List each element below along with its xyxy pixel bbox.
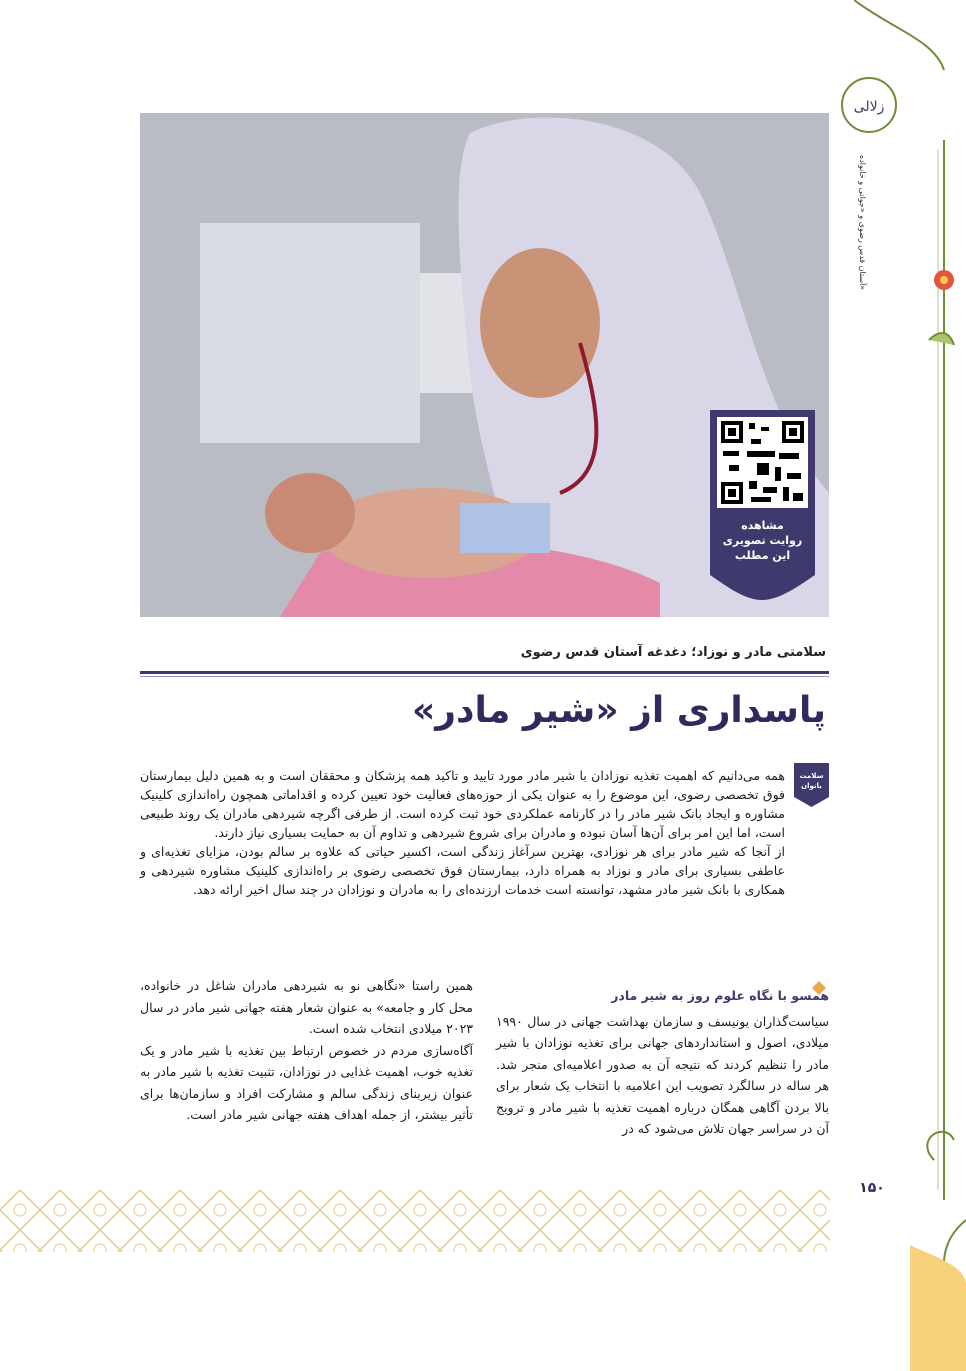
side-label: آستان قدس رضوی و «جوانی و خانواده» (858, 155, 867, 291)
section-heading: همسو با نگاه علوم روز به شیر مادر (611, 988, 829, 1003)
qr-pattern (717, 417, 808, 508)
body-paragraph: سیاست‌گذاران یونیسف و سازمان بهداشت جهانی در سال ۱۹۹۰ میلادی، اصول و استانداردهای جهانی برای تغذیه نوزادان با شیر مادر را تنظیم کردند که نتیجه آن به صدور اعلامیه‌ای منجر شد. هر ساله در سالگرد تصویب این اعلامیه با انتخاب یک شعار برای بالا بردن آگاهی همگان درباره اهمیت تغذیه با شیر مادر و ترویج آن در سراسر جهان تلاش می‌شود که در (496, 1013, 829, 1136)
category-tag (794, 763, 829, 807)
divider (140, 671, 829, 674)
svg-text:زلالی: زلالی (853, 99, 885, 115)
body-column-left (140, 975, 473, 1126)
qr-caption-line: روایت تصویری (722, 534, 803, 547)
page-number: ۱۵۰ (859, 1180, 885, 1196)
qr-code[interactable] (714, 414, 811, 511)
article-kicker: سلامتی مادر و نوزاد؛ دغدغه آستان قدس رضوی (520, 645, 826, 660)
article-lead (140, 766, 785, 899)
lead-paragraph: از آنجا که شیر مادر برای هر نوزادی، بهترین سرآغاز زندگی است، اکسیر حیاتی که علاوه بر سالم بودن، مزایای تغذیه‌ای و عاطفی بسیاری برای مادر و نوزاد به همراه دارد، بیمارستان فوق تخصصی رضوی بر راه‌اندازی کلینیک مشاوره شیردهی و همکاری با بانک شیر مادر مشهد، توانسته است خدمات ارزنده‌ای را به مادران و نوزادان در چند سال اخیر ارائه دهد. (140, 844, 785, 897)
lead-paragraph: همه می‌دانیم که اهمیت تغذیه نوزادان با شیر مادر مورد تایید و تاکید همه پزشکان و محققان است و به همین دلیل بیمارستان فوق تخصصی رضوی، این موضوع را به عنوان یکی از حوزه‌های فعالیت خود تعیین کرده و اقداماتی همچون راه‌اندازی کلینیک مشاوره و ایجاد بانک شیر مادر را در کارنامه عملکردی خود ثبت کرده است. از طرفی اگرچه شیردهی مادران یک روند طبیعی است، اما این امر برای آن‌ها آسان نبوده و مادران برای شروع شیردهی و تداوم آن به حمایت بسیاری نیاز دارند. (140, 768, 785, 840)
tag-label: بانوان (801, 782, 822, 790)
divider (140, 676, 829, 677)
qr-caption-line: این مطلب (734, 549, 791, 562)
footer-pattern (0, 1190, 830, 1252)
corner-decoration (870, 1245, 966, 1371)
qr-caption (710, 518, 815, 563)
qr-code-badge[interactable] (710, 410, 815, 600)
decorative-vine (854, 0, 966, 1371)
body-paragraph: همین راستا «نگاهی نو به شیردهی مادران شاغل در خانواده، محل کار و جامعه» به عنوان شعار هفته جهانی شیر مادر در سال ۲۰۲۳ میلادی انتخاب شده است. (140, 978, 473, 1036)
body-column-right (496, 985, 829, 1140)
body-paragraph: آگاه‌سازی مردم در خصوص ارتباط بین تغذیه با شیر مادر و یک تغذیه خوب، اهمیت غذایی در نوزادان، تثبیت تغذیه با شیر مادر به عنوان زیربنای زندگی سالم و مشارکت افراد و سازمان‌ها برای تأثیر بیشتر، از جمله اهداف هفته جهانی شیر مادر است. (140, 1042, 473, 1122)
magazine-logo (840, 76, 898, 134)
article-headline: پاسداری از «شیر مادر» (412, 690, 826, 731)
qr-caption-line: مشاهده (741, 519, 784, 532)
tag-label: سلامت (799, 772, 824, 780)
